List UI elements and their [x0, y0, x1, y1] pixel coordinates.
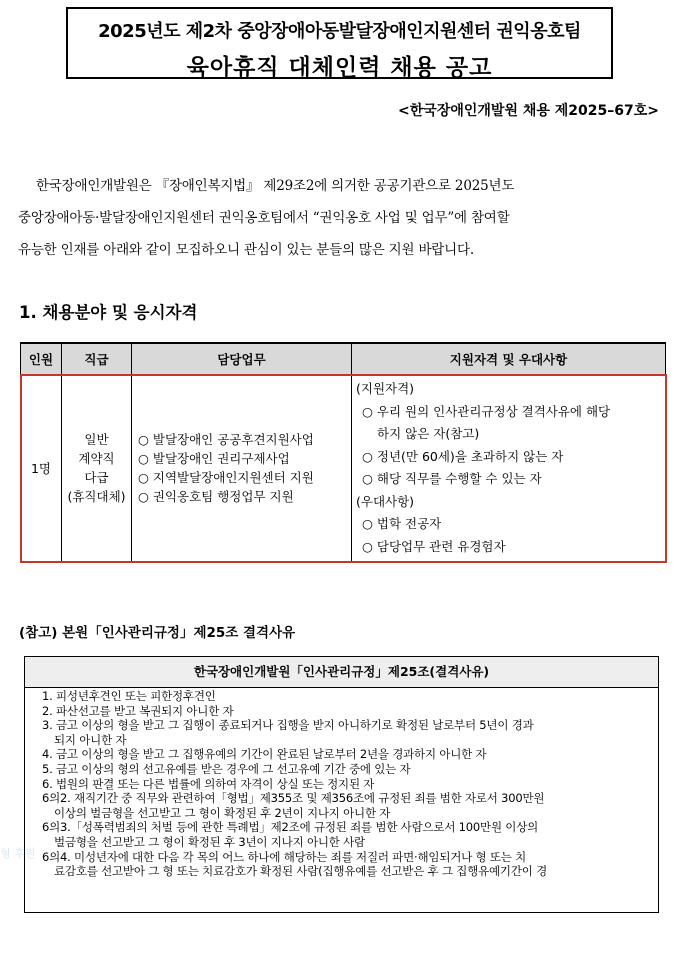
type-line: 계약직	[78, 451, 115, 466]
duty-item: ○ 발달장애인 권리구제사업	[138, 451, 290, 466]
document-number: <한국장애인개발원 채용 제2025–67호>	[398, 103, 659, 119]
header-duties: 담당업무	[132, 343, 352, 375]
qualification-item: ○ 해당 직무를 수행할 수 있는 자	[362, 471, 542, 486]
list-item: 6의3.「성폭력범죄의 처벌 등에 관한 특례법」제2조에 규정된 죄를 범한 사람으로서 100만원 이상의	[42, 820, 539, 835]
cell-count: 1명	[21, 375, 62, 562]
title-line-1: 2025년도 제2차 중앙장애아동발달장애인지원센터 권익옹호팀	[98, 21, 581, 42]
title-line-2: 육아휴직 대체인력 채용 공고	[186, 55, 493, 81]
table-header-row	[21, 343, 666, 375]
cell-qualifications	[352, 375, 666, 562]
preference-item: ○ 법학 전공자	[362, 516, 442, 531]
header-count: 인원	[21, 343, 62, 375]
cell-duties	[132, 375, 352, 562]
list-item: 6. 법원의 판결 또는 다른 법률에 의하여 자격이 상실 또는 정지된 자	[42, 776, 375, 791]
table-row	[21, 375, 666, 562]
list-item: 료감호를 선고받아 그 형 또는 치료감호가 확정된 사람(집행유예를 선고받은 후 그 집행유예기간이 경	[54, 864, 548, 879]
intro-line: 중앙장애아동·발달장애인지원센터 권익옹호팀에서 “권익옹호 사업 및 업무”에 참여할	[18, 210, 510, 226]
duty-item: ○ 발달장애인 공공후견지원사업	[138, 432, 314, 447]
disqualification-box	[24, 656, 659, 913]
list-item: 3. 금고 이상의 형을 받고 그 집행이 종료되거나 집행을 받지 아니하기로 확정된 날로부터 5년이 경과	[42, 718, 534, 733]
cell-type	[62, 375, 132, 562]
header-type: 직급	[62, 343, 132, 375]
title-box	[66, 7, 613, 79]
preference-item: ○ 담당업무 관련 유경험자	[362, 538, 506, 554]
list-item: 벌금형을 선고받고 그 형이 확정된 후 3년이 지나지 아니한 사람	[54, 834, 365, 849]
type-line: 일반	[84, 432, 109, 447]
qualification-item: ○ 정년(만 60세)을 초과하지 않는 자	[362, 448, 564, 464]
watermark-text: 형 후원	[0, 847, 36, 860]
qualification-item: ○ 우리 원의 인사관리규정상 결격사유에 해당	[362, 403, 611, 419]
recruitment-table	[20, 342, 666, 562]
intro-line: 유능한 인재를 아래와 같이 모집하오니 관심이 있는 분들의 많은 지원 바랍니다.	[18, 242, 474, 258]
reference-heading: (참고) 본원「인사관리규정」제25조 결격사유	[19, 625, 296, 641]
disqualification-box-title: 한국장애인개발원「인사관리규정」제25조(결격사유)	[25, 657, 658, 688]
disqualification-list	[25, 688, 658, 879]
qualification-item: 하지 않은 자(참고)	[377, 426, 480, 441]
list-item: 이상의 벌금형을 선고받고 그 형이 확정된 후 2년이 지나지 아니한 자	[54, 805, 391, 820]
header-qualifications: 지원자격 및 우대사항	[352, 343, 666, 375]
duty-item: ○ 지역발달장애인지원센터 지원	[138, 470, 314, 485]
list-item: 4. 금고 이상의 형을 받고 그 집행유예의 기간이 완료된 날로부터 2년을 경과하지 아니한 자	[42, 747, 487, 762]
list-item: 6의4. 미성년자에 대한 다음 각 목의 어느 하나에 해당하는 죄를 저질러 파면·해임되거나 형 또는 치	[42, 849, 527, 864]
list-item: 1. 피성년후견인 또는 피한정후견인	[42, 689, 216, 703]
intro-line: 한국장애인개발원은 『장애인복지법』 제29조2에 의거한 공공기관으로 2025년도	[36, 178, 515, 194]
section-heading-recruitment: 1. 채용분야 및 응시자격	[19, 303, 198, 322]
type-line: 다급	[84, 470, 109, 485]
preference-title: (우대사항)	[356, 493, 415, 509]
list-item: 되지 아니한 자	[54, 732, 127, 747]
list-item: 2. 파산선고를 받고 복권되지 아니한 자	[42, 703, 234, 718]
list-item: 6의2. 재직기간 중 직무와 관련하여「형법」제355조 및 제356조에 규정된 죄를 범한 자로서 300만원	[42, 791, 545, 806]
type-line: (휴직대체)	[67, 489, 126, 504]
duty-item: ○ 권익옹호팀 행정업무 지원	[138, 489, 294, 504]
list-item: 5. 금고 이상의 형의 선고유예를 받은 경우에 그 선고유예 기간 중에 있는 자	[42, 761, 411, 776]
qualification-title: (지원자격)	[356, 381, 415, 396]
